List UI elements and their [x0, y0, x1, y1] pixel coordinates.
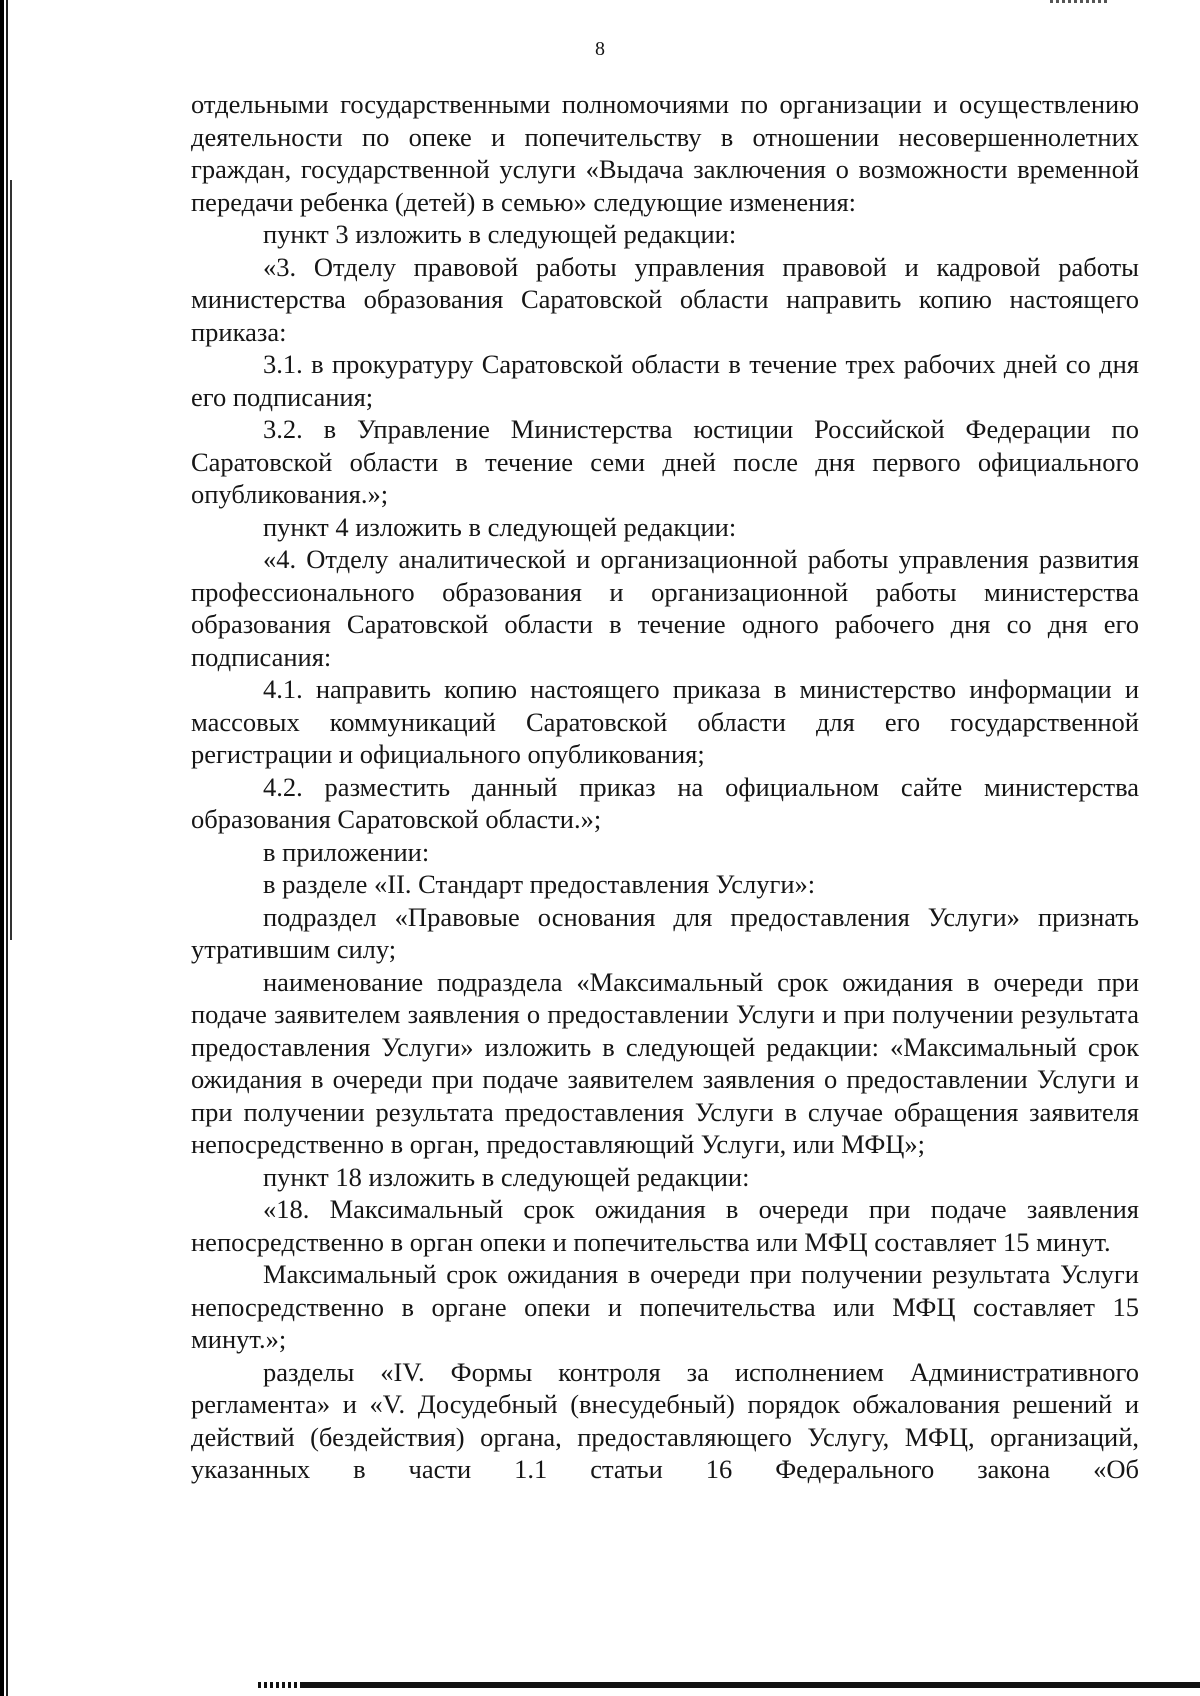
paragraph-item-4-2: 4.2. разместить данный приказ на официальном сайте министерства образования Саратовской области.»; — [191, 771, 1139, 834]
scan-top-mark — [1050, 0, 1110, 3]
paragraph-item-4-1: 4.1. направить копию настоящего приказа в министерство информации и массовых коммуникаций Саратовской области для его государственной регистрации и официального опубликования; — [191, 674, 1139, 769]
paragraph-appendix: в приложении: — [263, 836, 430, 867]
scan-bottom-edge — [300, 1682, 1200, 1688]
paragraph-subsection-void: подраздел «Правовые основания для предоставления Услуги» признать утратившим силу; — [191, 901, 1139, 964]
paragraph-item-3-intro: пункт 3 изложить в следующей редакции: — [263, 219, 737, 249]
paragraph-subsection-title: наименование подраздела «Максимальный срок ожидания в очереди при подаче заявителем заявления о предоставлении Услуги и при получении результата предоставления Услуги» изложить в следующей редакции: «Максимальный срок ожидания в очереди при подаче заявителем заявления о предоставлении Услуги и при получении результата предоставления Услуги в случае обращения заявителя непосредственно в орган, предоставляющий Услуги, или МФЦ»; — [191, 966, 1139, 1159]
paragraph-item-18: «18. Максимальный срок ожидания в очереди при подаче заявления непосредственно в орган опеки и попечительства или МФЦ составляет 15 минут. — [191, 1194, 1139, 1257]
scan-bottom-dots — [258, 1682, 298, 1688]
scan-edge-artifact — [10, 180, 12, 940]
paragraph-continuation: отдельными государственными полномочиями по организации и осуществлению деятельности по опеке и попечительству в отношении несовершеннолетних граждан, государственной услуги «Выдача заключения о возможности временной передачи ребенка (детей) в семью» следующие изменения: — [191, 89, 1139, 217]
paragraph-item-4: «4. Отделу аналитической и организационной работы управления развития профессионального образования и организационной работы министерства образования Саратовской области в течение одного рабочего дня со дня его подписания: — [191, 544, 1139, 672]
document-body — [191, 88, 1139, 1486]
paragraph-sections-4-5: разделы «IV. Формы контроля за исполнением Административного регламента» и «V. Досудебный (внесудебный) порядок обжалования решений и действий (бездействия) органа, предоставляющего Услугу, МФЦ, организаций, указанных в части 1.1 статьи 16 Федерального закона «Об — [191, 1356, 1139, 1484]
paragraph-section-2: в разделе «II. Стандарт предоставления Услуги»: — [263, 869, 816, 899]
paragraph-item-3-2: 3.2. в Управление Министерства юстиции Российской Федерации по Саратовской области в течение семи дней после дня первого официального опубликования.»; — [191, 414, 1139, 509]
page-number: 8 — [595, 38, 605, 60]
paragraph-item-3: «3. Отделу правовой работы управления правовой и кадровой работы министерства образования Саратовской области направить копию настоящего приказа: — [191, 251, 1139, 347]
paragraph-item-4-intro: пункт 4 изложить в следующей редакции: — [263, 511, 737, 542]
paragraph-item-3-1: 3.1. в прокуратуру Саратовской области в течение трех рабочих дней со дня его подписания; — [191, 349, 1139, 412]
paragraph-item-18-cont: Максимальный срок ожидания в очереди при получении результата Услуги непосредственно в органе опеки и попечительства или МФЦ составляет 15 минут.»; — [191, 1259, 1139, 1354]
paragraph-item-18-intro: пункт 18 изложить в следующей редакции: — [263, 1161, 750, 1192]
